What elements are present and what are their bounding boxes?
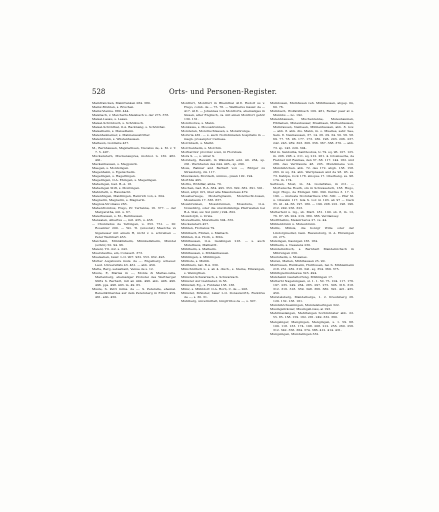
index-entry: Maienl, Ttl. dor. s. 243. <box>92 246 128 251</box>
index-entry: Mora S. —, s. unter S. <box>181 153 215 158</box>
index-entry: Magelingen, s. Hageltingen. <box>92 173 136 178</box>
page-title: Orts- und Personen-Register. <box>168 88 278 96</box>
index-entry: Mullhiers, bat. B.A. 330. <box>181 262 219 267</box>
index-entry: Mensalen, Albertus —, mit. 435, u. 438. <box>92 218 154 223</box>
index-entry: Magnerin, Magnerin, s. Magnerin. <box>92 198 146 203</box>
index-entry: Mottis, Wöhlflar, allda. 70. <box>181 181 222 186</box>
index-entry: Muckenstern 457. <box>181 222 210 227</box>
index-entry: Mülheim, s. Nesaiens 230. <box>270 242 312 247</box>
index-entry: Mengsinger, Mengingen, Mengingen, s. 1. 59. 68. 109. 118. 133. 174. 198. 208. 212. 256. 260. 256. 312. 342. 356. 364. 374. 386. 412. 414. 431. <box>270 319 354 332</box>
page-number: 528 <box>92 88 106 96</box>
index-entry: Mainz-Bruhlen, s. Bruchen. <box>92 105 135 110</box>
index-column-left <box>92 101 176 430</box>
index-entry: Mahnrieth, s. Hausbacht. <box>92 190 132 195</box>
index-entry: Münstall, Eg., s. Fuldalai 138. 138. <box>181 283 236 288</box>
index-entry: Maheingen Stift, s. Montingen. <box>92 185 141 190</box>
index-entry: Mulnbusen, Mulnhusen veh. Mühlhausen, abgep. 0n, 60. 76. <box>270 101 354 110</box>
index-entry: Malenheimeiner, s. Malmenaustritter. <box>92 133 151 138</box>
index-entry: Mulenhbausen, Muchenrenne, Muleubaumen, Hülneben, Muleubauser, Muelhaen, Mulbenhausen, Mulnrausen, Nenbeen, Mühlenhausen, abb. 8. nov. — abb. 8. abk. dis. Mann, m. o. Muelles, sehr. See, Sem. 8. Neuhaussen, 37. 14. 26. 29. 34. 50. 56. 58. 69. 77. 78. 96. 177. 173. 180. 196. 203. 206. 237. 242. 243. 289. 303. 306. 356. 367. 368. 370. — abb. 73. sp. 143. 229. 304. <box>270 117 354 150</box>
index-entry: Moesberwege, Moderbgbaum, Mondrecht-busen, Mossbaum 17. 336. 837. <box>181 194 265 203</box>
index-entry: Maiselheim, s. Meiselheim. <box>92 129 135 134</box>
index-entry: Mütliste, s. Mullih. <box>181 258 211 263</box>
index-entry: Mahenfrombus, Hugo, Pr. Tertanna, 16. 377. — der Margaretha, mil. u. 67. <box>92 206 176 215</box>
index-entry: Mulsingen, Kasnigen 136. 184. <box>270 238 319 243</box>
index-entry: Muren, Mellen, Mühlhausen 25. 90. <box>270 258 326 263</box>
index-entry: Maisel-Schönthal, O.A. Backnang, s. Schönthal. <box>92 125 166 130</box>
index-entry: Mutter Augsbuure muls. de —. Engelberg. scheuer. Laut. Universitäts 43. 461. — abb. 459. <box>92 258 176 267</box>
index-entry: Mutterfeld u. Gg., sb. Mart. 181. 190. sb. 8, in. 12, 76. 87. 96. 204. 219. 380. 386. Verdiansey. <box>270 210 354 219</box>
index-entry: Mundelnichsch, s. Bernhart Mandelnichsch in Mlbrungen 230. <box>270 246 354 255</box>
index-entry: Mutterbl Nagelungsen, sl. 1. 1. 50. 75. 104. 117. 176. 197. 235. 249. 264. 285. 297. 275. 306. 316. 318. 312. 316. 318. 339. 348. 366. 380. 391. 421. 435. 450. <box>270 279 354 296</box>
index-entry: M., Bernhausen, Majsbethsen, Viscalus de, s. M. v. T. 7. 5. 497. <box>92 145 176 154</box>
index-entry: Münster, Mönster, baier L.O. Donauwörth, Rudolfus de —, s. 30. 31. <box>181 291 265 300</box>
index-entry: Mulnbach, Wolfatzhbach 109. 481, Reiner paar at u. Munnbs — no. 192. <box>270 109 354 118</box>
index-entry: Muretelsberg, Mandelberge, 1. 2. Kreutsberg 26. 129. 132. 138. 161. <box>270 295 354 304</box>
index-entry: Mühlhgiermuhleswa 323. 494. <box>270 270 318 275</box>
index-entry: Mühlen, Florianus 79. <box>181 226 216 231</box>
index-column-right <box>270 101 354 430</box>
index-entry: Morchenheim, s. Morchin. <box>181 145 222 150</box>
index-entry: Morckbach, s. Markt. <box>181 141 215 146</box>
index-entry: Mossdorph, s. Ursia. <box>181 214 214 219</box>
index-entry: Mullis, Mülsis, die honigr Wille oder der Lindorgmedler, Gem. Ravensburg, O. A. Ehrenigen 20. 275. <box>270 226 354 239</box>
index-entry: Mehrmaslangen, Mehrlangen Sorbmünster abb. 22. 55. 85. 158. 159. 162. 281. 249. 332. 360. <box>270 311 354 320</box>
index-entry: Morhardior provinzc soun, in Florsbais. <box>181 149 243 154</box>
index-entry: Maegen, s. Montsingen. <box>92 165 130 170</box>
index-entry: Mosvetheim, Musviheim 304. 355. <box>181 218 235 223</box>
index-entry: Mackenhausen, s. Magpuurk. <box>92 161 138 166</box>
index-entry: Mühlen, O.A. Horb, s. Mün. <box>181 234 224 239</box>
index-entry: Mühlingen, s. Mühlingen. <box>181 254 221 259</box>
index-entry: Monkawe, s. Moosabrunnen. <box>181 125 226 130</box>
index-entry: Morsberg, Bewallt, in Wänsbach edd. 40. 264, sp. 291. Wernheren des 244. 495., sp. 290. <box>181 157 265 166</box>
index-entry: Malenbrunn, s. Wüstenhausen. <box>92 137 140 142</box>
index-columns <box>92 101 354 430</box>
index-entry: Mühlenbrunn u. Muleubrunn. <box>270 222 317 227</box>
index-entry: Maheingen, bad. B.-A. 16. <box>92 181 133 186</box>
index-entry: Magnus-Viromaus 263. <box>92 202 128 207</box>
index-entry: Matte, Berg, sebastiant, Venue de s. 12. <box>92 266 154 271</box>
index-entry: Maisel-Schönbuch, s. Schönbuch. <box>92 121 144 126</box>
index-entry: Muchen, bad. B.A. 384. 495. 353. 392. 382. 391. 591. <box>181 185 264 190</box>
index-entry: Muste, E, Marias in —, Monte & Marias-cella, Marienberg, ehemaliger Probstei des Wertberger Stifts S. Berhart, mit an 494. 496. abb. 496. 496. 496. pps. 498. 493. m. 49. 65. <box>92 270 176 288</box>
index-entry: Muckenstern, Muckenaupres, mohnol. n. 130. 482. 491. <box>92 153 176 162</box>
index-entry: Münchnittsch u. s. ab 4. disch., s. Steine, Ellwangen, s. Wenngthen. <box>181 266 265 275</box>
index-entry: Morthüs 495. <box>181 177 202 182</box>
index-entry: Monderen, Mondrechtsesen, s. Monsbrunge. <box>181 129 251 134</box>
index-entry: Mühlhausen, O.A. Geislingen 216. — s. auch Mulethaus, Malhardt. <box>181 238 265 247</box>
index-entry: Maisel-Lasau, s. Lasau. <box>92 117 129 122</box>
page-header <box>92 86 354 98</box>
index-entry: Mossbrunnen, Mossbrunnen, Mossbure, O.A. Noissbürg, oder die unvollständige Pfarrwellen bei B.A. Stal, sw. Sul (mitr.) 294. 802. <box>181 202 265 215</box>
index-entry: Moss, Balmar and Berhart von —, Bürger zu Strassburg, 24. 117. <box>181 165 265 174</box>
index-entry: Mundshöchsemingen, Mundelsberingen 322. <box>270 303 340 308</box>
index-entry: — Chunradus de Tettingen, u. 353. 751. — Dr. Rosenbur 200. — Wz. Tl. (unsonst) Maerche vs Sigaresser mit einem H, nicht v. u. schreiben — Peter Wernhart 453. <box>92 222 176 239</box>
index-entry: Maisbach, v. Meicherts-Maisbach u. der 273. 376. <box>92 113 170 118</box>
index-entry: Must, altpr. Ort, über alle Massbureau 479. <box>181 190 249 195</box>
index-entry: Montfurt, Montfurt in Bheinthal 418. Rudolf us v. Hugo, comb. de — 75. 76. — Waltherus mausr. de — 417. 418. — Johannes von Montforts, ehemaliges in Sissen, alter Englisch, ca. mit einen Montfort gehör 130. 131. <box>181 101 265 122</box>
index-entry: Muelsehen, bawr. L.O. 907. 932. 553. 932. 493. <box>92 254 166 259</box>
index-entry: Mühlbach, Fülden, s. Malbach. <box>181 230 229 235</box>
index-entry: Malheun, Goldleite 437. <box>92 141 130 146</box>
index-entry: Mühlhausen, s. Mühlenhausen. <box>181 250 230 255</box>
index-entry: Mulrbusen, Hulnbeim, Hulrbusen, bei S. Mühlenheim 218. 251. 282. 316. 341. sq. 354. 369. 375. <box>270 262 354 271</box>
index-entry: Musolasien, Mordach, unmus., pisan 192. 194. <box>181 173 254 178</box>
index-entry: Mul m. Sanbulba, Santhosbus, to 79. sq. 96. 107. 125. in. 206. 208. s. 211. sq. 212. 261. 4. Grosnseche, de Fiebner mit Reuhaa, den 37. 68. 117. 144. 162. und 289. des Vertrauste 48. 205. Mundmiene von. Mundshöchen. abb. 72. des 172. abgb. 138. 158. 263. in sq. 34. abb. Wertpnesen and de 93. 93. ss. 73. Kahlpa, rock 178. sinopse 17. Oberheng. ss. 98. 174. in. 174. <box>270 149 354 182</box>
index-entry: Mühlheim, s. Malheim. <box>181 246 217 251</box>
index-entry: Maienfingen, Maidlingen, Heinrich von, s. 304. <box>92 194 165 199</box>
index-entry: Münster Auf Liebhaber, in 56. <box>181 279 228 284</box>
index-entry: Mustuheim, s. Mosanes. <box>270 254 308 259</box>
index-entry: Mungsingen, Mundalingen 332. <box>270 331 320 336</box>
index-entry: Muerstauthe, ein, Conssert. 373. <box>92 250 143 255</box>
index-entry: Muste, S. Petri mims. de —. S. Peterelle, ehemal. Benediktinerdes auf dem Petersberg in Erfurt 459. 461. abb. 450. <box>92 287 176 300</box>
index-entry: Mainfrancken, Mainfranken 284. 380. <box>92 101 151 105</box>
index-entry: Mainz-Vienne. 880. 444. <box>92 109 130 114</box>
index-entry: Mulsheiml Gestaltorfung, Mühlingen 17. <box>270 275 333 280</box>
index-entry: Muhlberg, unvermittelt, bingfrittos de —, s. 307. <box>181 299 257 304</box>
index-entry: Mudtthelbis, Melenrberos 27. vs. 44. <box>270 218 328 223</box>
index-entry: Maierhausen, s. M., Bernhausen. <box>92 214 144 219</box>
index-entry: Münz, s. Mühldorf. O.A. Horb, C. de — 206. <box>181 287 249 292</box>
index-column-middle <box>181 101 265 430</box>
index-entry: Maichelm, Minnkllsheim, Minnkellsheim, Mundel (schön) 50. 94. 96. <box>92 238 176 247</box>
index-entry: Mondnorwe, s. Mann. <box>181 121 215 126</box>
index-entry: Serbisen, Most, in. 34. Godeflides, in 211. — Mortensche Roeth, om in Schwasetsch, 138. Hugo, mgr. Hugo, de Ebingen 390. 390. Perdus 3. 17. 5. 190. — mutuate Storsbartlace 250. 300. — Pfar St. u. Obwelm 117. Isla S. vor. in 193. ab 97 — Deck 35. 41. 44. 66. 197. 180. — 199. 208. 201. 198. 196. 212. 249. 256. 323. <box>270 181 354 211</box>
index-entry: Magenheim, s. Egenscheim. <box>92 169 136 174</box>
index-entry: Magelingen, O.A. Ehingen, s. Magelingen. <box>92 177 158 182</box>
index-entry: Moruria 481. — s. auch Norndmiaden hospitalis in — magn. prosenptor Carnese. <box>181 133 265 142</box>
index-entry: Musingsilvkoler, Musingsil-Gau, ai 193. <box>270 307 332 312</box>
index-entry: Münster-Schwarzach, s. Schwarzach. <box>181 275 239 280</box>
